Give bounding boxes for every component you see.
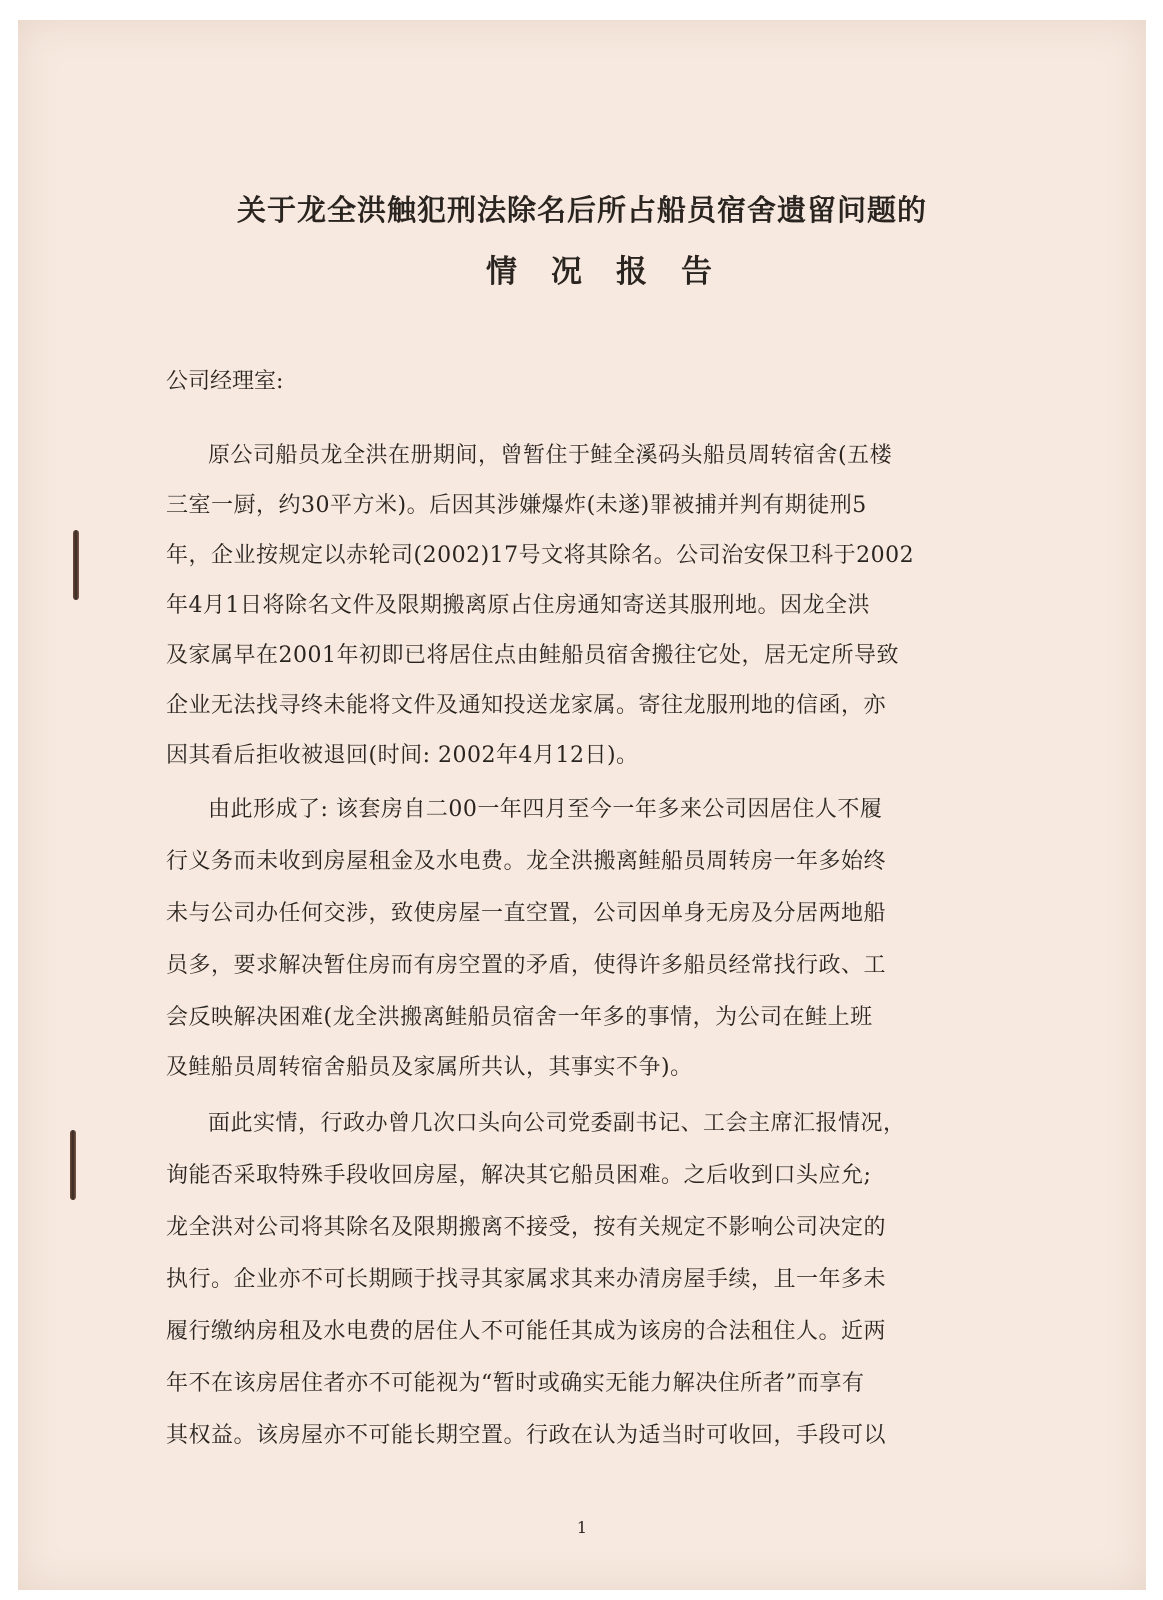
- body-line: 龙全洪对公司将其除名及限期搬离不接受，按有关规定不影响公司决定的: [166, 1215, 887, 1240]
- body-line: 年4月1日将除名文件及限期搬离原占住房通知寄送其服刑地。因龙全洪: [166, 593, 870, 618]
- body-line: 企业无法找寻终未能将文件及通知投送龙家属。寄往龙服刑地的信函，亦: [166, 693, 887, 718]
- staple-mark: [73, 530, 79, 600]
- body-line: 年不在该房居住者亦不可能视为“暂时或确实无能力解决住所者”而享有: [166, 1371, 865, 1396]
- body-line: 因其看后拒收被退回(时间: 2002年4月12日)。: [166, 743, 639, 768]
- body-line: 员多，要求解决暂住房而有房空置的矛盾，使得许多船员经常找行政、工: [166, 953, 887, 978]
- body-line: 原公司船员龙全洪在册期间，曾暂住于鲑全溪码头船员周转宿舍(五楼: [208, 443, 893, 468]
- body-line: 及家属早在2001年初即已将居住点由鲑船员宿舍搬往它处，居无定所导致: [166, 643, 899, 668]
- body-line: 行义务而未收到房屋租金及水电费。龙全洪搬离鲑船员周转房一年多始终: [166, 849, 887, 874]
- body-line: 年，企业按规定以赤轮司(2002)17号文将其除名。公司治安保卫科于2002: [166, 543, 915, 568]
- body-line: 履行缴纳房租及水电费的居住人不可能任其成为该房的合法租住人。近两: [166, 1319, 887, 1344]
- document-title: 关于龙全洪触犯刑法除名后所占船员宿舍遗留问题的: [236, 193, 927, 227]
- document-page: [18, 20, 1146, 1590]
- body-line: 会反映解决困难(龙全洪搬离鲑船员宿舍一年多的事情，为公司在鲑上班: [166, 1005, 873, 1030]
- document-subtitle: 情况报告: [486, 254, 746, 290]
- body-line: 由此形成了: 该套房自二00一年四月至今一年多来公司因居住人不履: [208, 797, 883, 822]
- body-line: 询能否采取特殊手段收回房屋，解决其它船员困难。之后收到口头应允;: [166, 1163, 872, 1188]
- body-line: 面此实情，行政办曾几次口头向公司党委副书记、工会主席汇报情况，: [208, 1111, 906, 1136]
- body-line: 其权益。该房屋亦不可能长期空置。行政在认为适当时可收回，手段可以: [166, 1423, 887, 1448]
- body-line: 及鲑船员周转宿舍船员及家属所共认，其事实不争)。: [166, 1055, 693, 1080]
- body-line: 未与公司办任何交涉，致使房屋一直空置，公司因单身无房及分居两地船: [166, 901, 887, 926]
- staple-mark: [70, 1130, 76, 1200]
- salutation: 公司经理室:: [166, 369, 284, 394]
- page-number: 1: [576, 1518, 588, 1537]
- body-line: 三室一厨，约30平方米)。后因其涉嫌爆炸(未遂)罪被捕并判有期徒刑5: [166, 493, 867, 518]
- body-line: 执行。企业亦不可长期顾于找寻其家属求其来办清房屋手续，且一年多未: [166, 1267, 887, 1292]
